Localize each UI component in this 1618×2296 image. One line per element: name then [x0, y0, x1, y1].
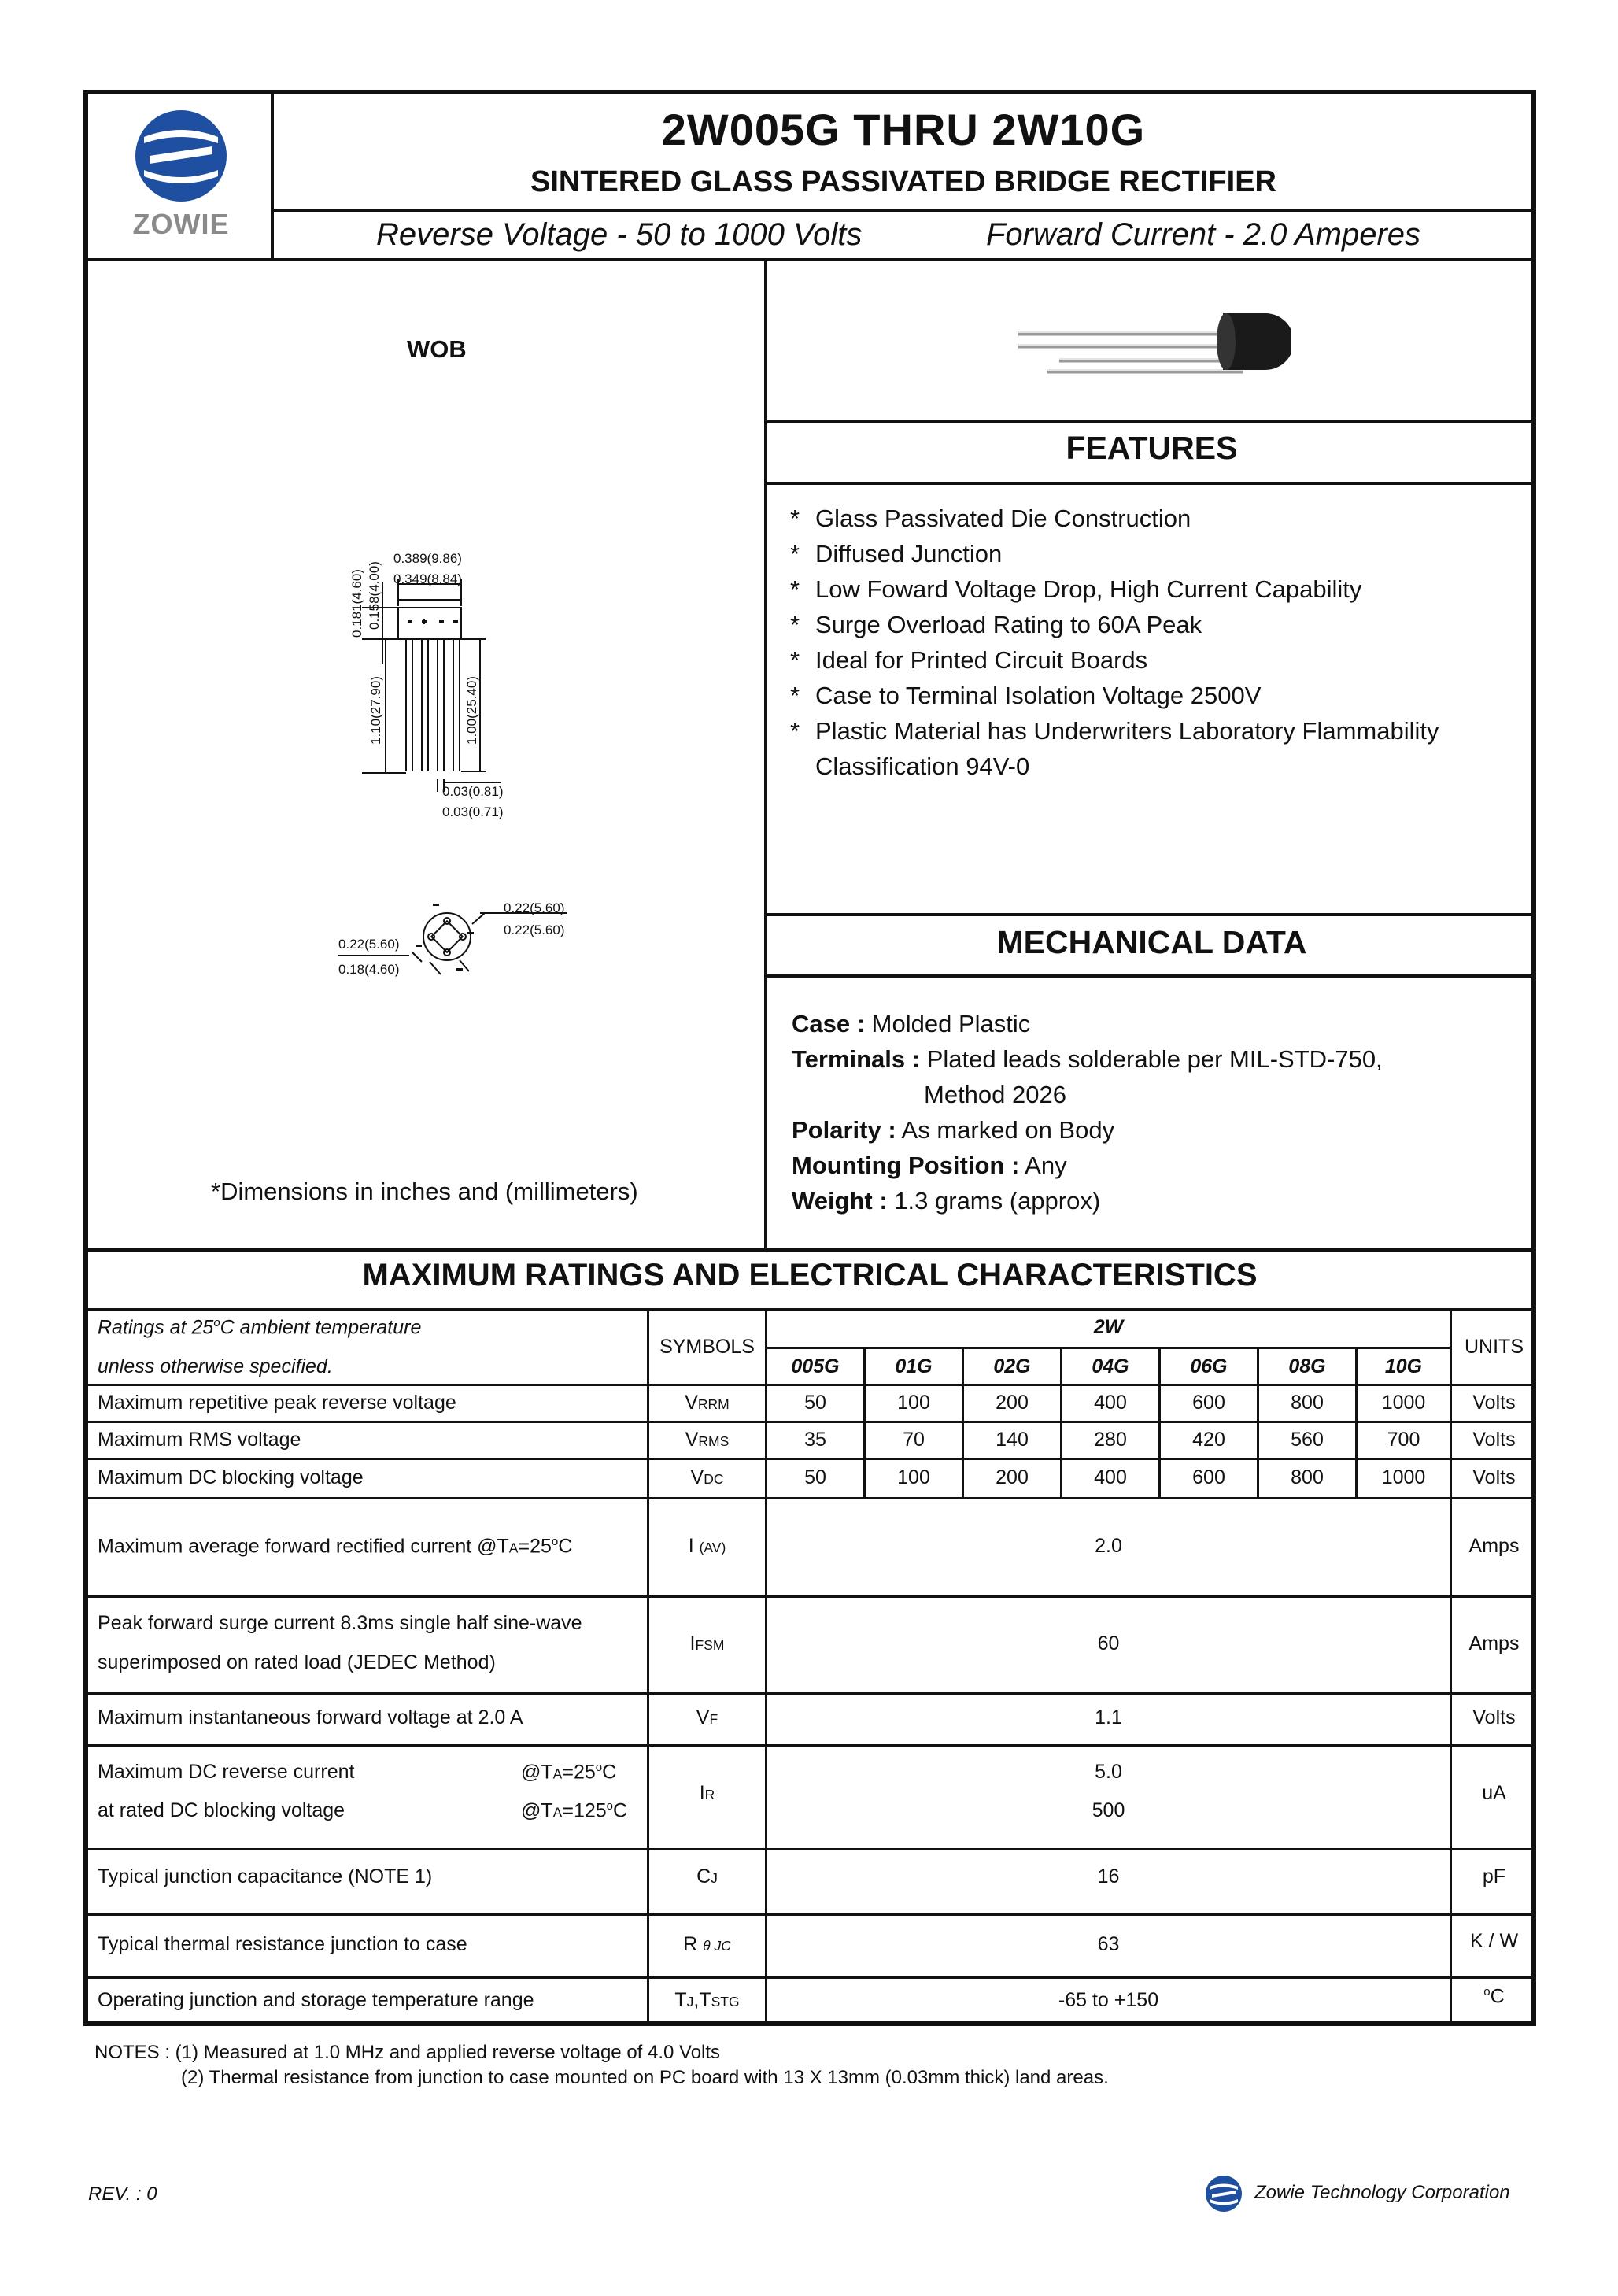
value-08G: 800	[1291, 1392, 1324, 1414]
forward-current: Forward Current - 2.0 Amperes	[986, 217, 1421, 252]
mech-terminals: Terminals : Plated leads solderable per MIL-STD-750,	[792, 1045, 1383, 1073]
symbol: VRRM	[685, 1392, 730, 1414]
row-rule	[83, 1848, 1536, 1850]
param-label: Peak forward surge current 8.3ms single half sine-wave	[98, 1612, 582, 1634]
note-2: (2) Thermal resistance from junction to case mounted on PC board with 13 X 13mm (0.03mm thick) land areas.	[181, 2067, 1109, 2088]
symbol: VRMS	[685, 1429, 730, 1451]
units-header: UNITS	[1465, 1336, 1524, 1358]
mechanical-list	[792, 1006, 1531, 1218]
header-rule	[271, 209, 1536, 212]
features-heading: FEATURES	[1066, 430, 1238, 466]
value: -65 to +150	[1058, 1989, 1159, 2011]
value-06G: 600	[1192, 1466, 1225, 1488]
row-rule	[83, 1692, 1536, 1695]
unit: Volts	[1472, 1466, 1516, 1488]
features-heading-rule	[764, 482, 1536, 485]
mechanical-top-rule	[764, 913, 1536, 916]
package-label: WOB	[407, 335, 467, 363]
component-photo	[1015, 305, 1291, 384]
unit: Volts	[1472, 1429, 1516, 1451]
symbol: I (AV)	[688, 1535, 726, 1557]
value: 2.0	[1095, 1535, 1122, 1557]
value-08G: 800	[1291, 1466, 1324, 1488]
row-rule	[83, 1744, 1536, 1747]
condition-125c: $@TA=125^oC$	[521, 1799, 628, 1822]
mechanical-heading: MECHANICAL DATA	[996, 924, 1307, 960]
param-label-cont: at rated DC blocking voltage	[98, 1799, 345, 1821]
feature-item: * Plastic Material has Underwriters Laboratory Flammability	[790, 717, 1439, 745]
symbol: VF	[696, 1706, 718, 1728]
param-label: Maximum average forward rectified current $@TA=25^oC$	[98, 1535, 573, 1558]
row-rule	[83, 1595, 1536, 1598]
value-04G: 280	[1094, 1429, 1127, 1451]
ratings-heading: MAXIMUM RATINGS AND ELECTRICAL CHARACTERISTICS	[362, 1258, 1258, 1292]
value-02G: 200	[996, 1466, 1029, 1488]
value-10G: 1000	[1381, 1392, 1426, 1414]
param-label: Maximum instantaneous forward voltage at 2.0 A	[98, 1706, 523, 1728]
left-right-divider	[764, 258, 767, 1250]
ratings-top-rule	[83, 1248, 1536, 1252]
column-header-02G: 02G	[993, 1355, 1031, 1377]
mech-weight: Weight : 1.3 grams (approx)	[792, 1187, 1101, 1215]
header-bottom-rule	[83, 258, 1536, 261]
dim-lead-length: 1.00(25.40)	[464, 676, 479, 745]
note-1: NOTES : (1) Measured at 1.0 MHz and applied reverse voltage of 4.0 Volts	[94, 2042, 721, 2063]
ratings-heading-rule	[83, 1308, 1536, 1311]
unit: K / W	[1469, 1930, 1519, 1952]
unit: $^o$C	[1483, 1985, 1505, 2008]
group-header: 2W	[1093, 1316, 1124, 1338]
row-rule	[83, 1458, 1536, 1460]
page-subtitle: SINTERED GLASS PASSIVATED BRIDGE RECTIFIER	[530, 165, 1276, 198]
col-line-units	[1450, 1308, 1452, 2026]
col-line-values	[765, 1308, 767, 2026]
dim-height-min: 0.158(4.00)	[367, 561, 382, 630]
dim-lead-dia-max: 0.03(0.81)	[442, 784, 504, 799]
value-005G: 35	[804, 1429, 826, 1451]
dim-bottom-d: 0.18(4.60)	[338, 962, 400, 977]
symbols-header: SYMBOLS	[659, 1336, 755, 1358]
value-10G: 700	[1387, 1429, 1420, 1451]
feature-item: * Case to Terminal Isolation Voltage 2500V	[790, 682, 1262, 709]
zowie-logo	[130, 107, 232, 241]
feature-item: * Low Foward Voltage Drop, High Current Capability	[790, 575, 1362, 603]
dim-bottom-b: 0.22(5.60)	[504, 922, 565, 937]
feature-item-continued: Classification 94V-0	[815, 752, 1030, 780]
reverse-voltage: Reverse Voltage - 50 to 1000 Volts	[376, 217, 863, 252]
param-label: Typical junction capacitance (NOTE 1)	[98, 1865, 433, 1887]
value: 1.1	[1095, 1706, 1122, 1728]
unit: Volts	[1472, 1706, 1516, 1728]
condition-25c: $@TA=25^oC$	[521, 1761, 617, 1784]
dim-lead-dia-min: 0.03(0.71)	[442, 804, 504, 819]
mechanical-heading-rule	[764, 974, 1536, 978]
value-01G: 100	[897, 1466, 930, 1488]
dim-width-max: 0.389(9.86)	[393, 551, 462, 566]
column-header-005G: 005G	[791, 1355, 840, 1377]
symbol: VDC	[690, 1466, 724, 1488]
mech-terminals-cont: Method 2026	[924, 1081, 1066, 1108]
value: 60	[1097, 1632, 1120, 1655]
column-header-08G: 08G	[1288, 1355, 1326, 1377]
dim-bottom-c: 0.22(5.60)	[338, 937, 400, 952]
conditions-note-2: unless otherwise specified.	[98, 1355, 333, 1377]
value-01G: 70	[903, 1429, 925, 1451]
logo-text: ZOWIE	[132, 208, 230, 240]
mech-mounting: Mounting Position : Any	[792, 1152, 1067, 1179]
group-header-rule	[765, 1347, 1450, 1349]
dim-lead-total: 1.10(27.90)	[368, 676, 383, 745]
row-rule	[83, 1976, 1536, 1979]
param-label: Maximum DC blocking voltage	[98, 1466, 364, 1488]
param-label-cont: superimposed on rated load (JEDEC Method)	[98, 1651, 496, 1673]
param-label: Maximum DC reverse current	[98, 1761, 355, 1783]
symbol: IFSM	[689, 1632, 725, 1655]
unit: Amps	[1468, 1632, 1520, 1655]
column-header-06G: 06G	[1190, 1355, 1228, 1377]
unit: Volts	[1472, 1392, 1516, 1414]
param-label: Maximum repetitive peak reverse voltage	[98, 1392, 456, 1414]
row-rule	[83, 1913, 1536, 1916]
dim-bottom-a: 0.22(5.60)	[504, 900, 565, 915]
column-header-01G: 01G	[895, 1355, 933, 1377]
col-line-symbols	[647, 1308, 649, 2026]
feature-item: * Surge Overload Rating to 60A Peak	[790, 611, 1202, 638]
value-06G: 600	[1192, 1392, 1225, 1414]
image-features-rule	[764, 420, 1536, 423]
mech-case: Case : Molded Plastic	[792, 1010, 1031, 1037]
param-label: Typical thermal resistance junction to case	[98, 1933, 467, 1955]
company-name: Zowie Technology Corporation	[1254, 2182, 1510, 2203]
value: 16	[1097, 1865, 1120, 1887]
value-10G: 1000	[1381, 1466, 1426, 1488]
footer-logo-icon	[1204, 2174, 1243, 2213]
value-02G: 140	[996, 1429, 1029, 1451]
value-005G: 50	[804, 1466, 826, 1488]
dim-height-max: 0.181(4.60)	[349, 569, 364, 638]
value: 63	[1097, 1933, 1120, 1955]
feature-item: * Glass Passivated Die Construction	[790, 505, 1191, 532]
value-06G: 420	[1192, 1429, 1225, 1451]
param-label: Operating junction and storage temperature range	[98, 1989, 534, 2011]
param-label: Maximum RMS voltage	[98, 1429, 301, 1451]
row-rule	[83, 1384, 1536, 1386]
column-header-04G: 04G	[1092, 1355, 1129, 1377]
conditions-note: Ratings at 25$^o$C ambient temperature	[98, 1316, 422, 1339]
value-25c: 5.0	[1095, 1761, 1122, 1783]
feature-item: * Diffused Junction	[790, 540, 1003, 568]
symbol: TJ,TSTG	[674, 1989, 740, 2011]
value-005G: 50	[804, 1392, 826, 1414]
revision: REV. : 0	[88, 2183, 157, 2205]
symbol: R θ JC	[683, 1933, 731, 1955]
unit: uA	[1482, 1782, 1506, 1804]
page-title: 2W005G THRU 2W10G	[661, 105, 1146, 154]
row-rule	[83, 1497, 1536, 1499]
unit: Amps	[1468, 1535, 1520, 1557]
value-04G: 400	[1094, 1466, 1127, 1488]
unit: pF	[1482, 1865, 1506, 1887]
value-02G: 200	[996, 1392, 1029, 1414]
dim-width-min: 0.349(8.84)	[393, 571, 462, 586]
column-header-10G: 10G	[1384, 1355, 1423, 1377]
value-125c: 500	[1092, 1799, 1125, 1821]
value-01G: 100	[897, 1392, 930, 1414]
symbol: IR	[699, 1782, 715, 1804]
features-list	[790, 501, 1530, 784]
value-08G: 560	[1291, 1429, 1324, 1451]
row-rule	[83, 1421, 1536, 1423]
value-04G: 400	[1094, 1392, 1127, 1414]
dimensions-note: *Dimensions in inches and (millimeters)	[211, 1178, 638, 1205]
symbol: CJ	[696, 1865, 718, 1887]
feature-item: * Ideal for Printed Circuit Boards	[790, 646, 1148, 674]
mech-polarity: Polarity : As marked on Body	[792, 1116, 1115, 1144]
